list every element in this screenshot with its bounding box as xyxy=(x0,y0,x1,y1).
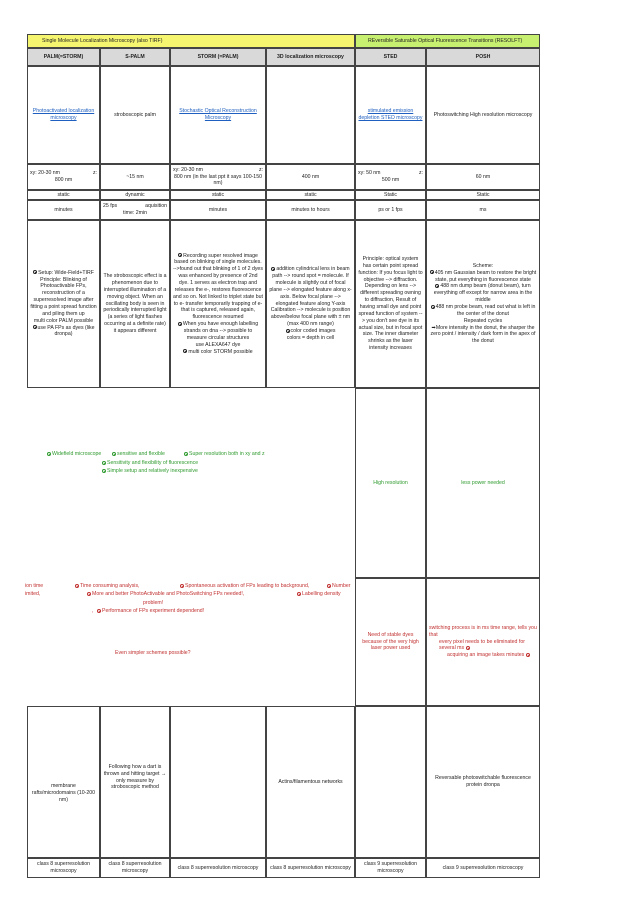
principle-palm-principle: Principle: Blinking of Photoactivable FPs, reconstruction of a superresolved image after fitting a point spread function and piling them up xyxy=(30,276,97,317)
radio-bullet-icon xyxy=(178,322,182,326)
resolft-header xyxy=(355,34,540,48)
time-spalm-time: time: 2min xyxy=(123,210,147,216)
time-spalm-fps: 25 fps xyxy=(103,203,118,210)
class-sted: class 9 superresolution microscopy xyxy=(355,858,426,878)
radio-bullet-icon xyxy=(178,253,182,257)
radio-bullet-icon xyxy=(435,284,439,288)
principle-posh-6: ➡More intensity in the donut, the sharper the zero point / intensity / dark form in the apex of the donut xyxy=(430,324,536,345)
advantage-widefield: Widefield microscope xyxy=(47,451,101,458)
name-sted xyxy=(355,66,426,164)
col-header-spalm: S-PALM xyxy=(100,48,170,66)
advantage-super-resolution: Super resolution both in xy and z xyxy=(184,451,265,458)
principle-palm-dyes: use PA FPs as dyes (like dronpa) xyxy=(30,325,97,339)
app-palm: membrane rafts/microdomains (10-200 nm) xyxy=(27,706,100,858)
name-palm xyxy=(27,66,100,164)
radio-bullet-icon xyxy=(112,452,116,456)
disadvantage-time-fragment: ion time xyxy=(25,583,44,589)
radio-bullet-icon xyxy=(33,325,37,329)
res-storm-z-label: z: xyxy=(258,166,263,173)
principle-sted: Principle: optical system has certain point spread function: If you focus light to objective --> diffraction. Depending on lens --> different spreading owning to diffraction, Result of having small dye and point spread function of system --> you don't see dye in its actual size, but in focal spot size. The inner diameter shrinks as the laser intensity increases xyxy=(355,220,426,388)
principle-posh-4: 488 nm probe beam, read out what is left in the center of the donut xyxy=(429,304,537,318)
disadvantage-posh xyxy=(426,578,540,706)
radio-bullet-icon xyxy=(183,349,187,353)
class-palm: class 8 superresolution microscopy xyxy=(27,858,100,878)
name-spalm: stroboscopic palm xyxy=(100,66,170,164)
time-spalm-acq: aquisition xyxy=(145,203,167,210)
res-palm-z: 800 nm xyxy=(54,177,73,183)
app-sted xyxy=(355,706,426,858)
palm-link[interactable]: Photoactivated localization microscopy xyxy=(32,108,95,121)
principle-palm xyxy=(27,220,100,388)
radio-bullet-icon xyxy=(327,584,331,588)
name-posh: Photoswitching High resolution microscopy xyxy=(426,66,540,164)
app-storm xyxy=(170,706,266,858)
disadvantage-problem: problem! xyxy=(143,600,164,606)
col-header-storm: STORM (=PALM) xyxy=(170,48,266,66)
res-palm-xy: xy: 20-30 nm xyxy=(30,170,60,177)
principle-storm-3: use ALEXA647 dye xyxy=(195,341,241,348)
res-storm xyxy=(170,164,266,190)
advantage-posh: less power needed xyxy=(426,388,540,578)
disadvantage-better-fps: More and better PhotoActivable and PhotoSwitching FPs needed!, xyxy=(87,591,244,598)
principle-palm-setup: Setup: Wide-Field+TIRF xyxy=(33,270,94,277)
disadvantage-limited-fragment: imited, xyxy=(25,591,41,597)
res-palm xyxy=(27,164,100,190)
time-posh: ms xyxy=(426,200,540,220)
mode-3d: static xyxy=(266,190,355,200)
principle-storm xyxy=(170,220,266,388)
res-storm-z: 800 nm (in the last ppt it says 100-150 nm) xyxy=(174,173,262,187)
principle-storm-4: multi color STORM possible xyxy=(183,349,252,356)
principle-storm-2: When you have enough labelling strands on dna --> possible to measure circular structures xyxy=(173,321,263,342)
radio-bullet-icon xyxy=(466,646,470,650)
col-header-palm: PALM(=STORM) xyxy=(27,48,100,66)
principle-posh-1: Scheme: xyxy=(472,262,494,269)
storm-link[interactable]: Stochastic Optical Reconstruction Microscopy xyxy=(179,108,257,121)
radio-bullet-icon xyxy=(184,452,188,456)
res-sted-z-label: z: xyxy=(418,170,423,177)
time-storm: minutes xyxy=(170,200,266,220)
name-3d xyxy=(266,66,355,164)
principle-3d xyxy=(266,220,355,388)
res-posh: 60 nm xyxy=(426,164,540,190)
disadvantage-number: Number xyxy=(327,583,350,590)
smlm-header xyxy=(27,34,355,48)
res-palm-z-label: z: xyxy=(92,170,97,177)
principle-3d-2: Calibration --> molecule is position above/below focal plane with ± nm (max 400 nm range) xyxy=(270,307,351,328)
disadvantage-posh-2: every pixel needs to be eliminated for several ms xyxy=(439,638,525,652)
disadvantage-performance: Performance of FPs experiment dependend! xyxy=(97,608,204,615)
app-3d: Actins/filamentous networks xyxy=(266,706,355,858)
radio-bullet-icon xyxy=(87,592,91,596)
sted-link[interactable]: stimulated emission depletion STED microscopy xyxy=(358,108,423,121)
res-spalm: ~15 nm xyxy=(100,164,170,190)
disadvantage-analysis: Time consuming analysis, xyxy=(75,583,140,590)
principle-spalm: The stroboscopic effect is a phenomenon due to interrupted illumination of a moving object. When an oscillating body is seen in periodically interrupted light (a series of light flashes occurring at a definite rate) it appears different xyxy=(100,220,170,388)
mode-storm: static xyxy=(170,190,266,200)
radio-bullet-icon xyxy=(33,270,37,274)
mode-sted: Static xyxy=(355,190,426,200)
disadvantage-spontaneous: Spontaneous activation of FPs leading to background, xyxy=(180,583,309,590)
radio-bullet-icon xyxy=(75,584,79,588)
radio-bullet-icon xyxy=(431,305,435,309)
time-spalm xyxy=(100,200,170,220)
disadvantage-sted: Need of stable dyes because of the very high laser power used xyxy=(355,578,426,706)
arrow-icon: ➡ xyxy=(431,324,436,331)
res-3d: 400 nm xyxy=(266,164,355,190)
smlm-title: Single Molecule Localization Microscopy (also TIRF) xyxy=(42,37,163,44)
mode-spalm: dynamic xyxy=(100,190,170,200)
app-spalm: Following how a dart is thrown and hitting target → only measure by stroboscopic method xyxy=(100,706,170,858)
principle-palm-multicolor: multi color PALM possible xyxy=(33,317,94,324)
disadvantage-simpler: Even simpler schemes possible? xyxy=(115,650,191,656)
resolft-title: REversible Saturable Optical Fluorescence Transitions (RESOLFT) xyxy=(368,37,523,44)
principle-storm-1: Recording super resolved image based on blinking of single molecules. -->found out that blinking of 1 of 2 dyes was enhanced by presence of 2nd dye. 1 serves as electron trap and releases the e-, restores fluorescence and so on. Not linked to triplet state but to e- transfer temporarily trapping of e- that is captured, released again, fluorescence resumed xyxy=(173,252,263,321)
res-sted-xy: xy: 50 nm xyxy=(358,170,381,177)
principle-3d-3: color coded images xyxy=(286,328,336,335)
res-storm-xy: xy: 20-30 nm xyxy=(173,166,203,173)
radio-bullet-icon xyxy=(286,329,290,333)
class-3d: class 8 superresolution microscopy xyxy=(266,858,355,878)
name-storm xyxy=(170,66,266,164)
col-header-posh: POSH xyxy=(426,48,540,66)
disadvantage-comma: , xyxy=(92,608,94,614)
res-sted-z: 500 nm xyxy=(381,177,400,183)
mode-palm: static xyxy=(27,190,100,200)
disadvantage-labelling: Labelling density xyxy=(297,591,341,598)
principle-3d-1: addition cylindrical lens in beam path --> round spot = molecule. If molecule is slightly out of focal plane --> elongated feature along x-axis. Below focal plane --> elongated feature along Y-axis xyxy=(269,266,352,307)
advantage-simple-setup: Simple setup and relatively inexpensive xyxy=(102,468,198,475)
advantage-sted: High resolution xyxy=(355,388,426,578)
time-3d: minutes to hours xyxy=(266,200,355,220)
radio-bullet-icon xyxy=(97,609,101,613)
principle-posh-2: 405 nm Gaussian beam to restore the bright state, put everything in fluorescence state xyxy=(429,270,537,284)
col-header-3d: 3D localization microscopy xyxy=(266,48,355,66)
radio-bullet-icon xyxy=(430,270,434,274)
radio-bullet-icon xyxy=(102,469,106,473)
advantages-smlm xyxy=(27,388,355,578)
time-palm: minutes xyxy=(27,200,100,220)
res-sted xyxy=(355,164,426,190)
principle-posh-3: 488 nm dump beam (donut beam), turn everything off except for narrow area in the middle xyxy=(433,283,533,304)
principle-posh-5: Repeated cycles xyxy=(463,317,503,324)
time-sted: ps or 1 fps xyxy=(355,200,426,220)
advantage-fluorescence: Sensitivity and flexibility of fluorescence xyxy=(102,460,198,467)
disadvantage-posh-1: switching process is in ms time range, tells you that xyxy=(429,624,537,638)
app-posh: Reversable photoswitchable fluorescence protein dronpa xyxy=(426,706,540,858)
disadvantage-posh-3: acquiring an image takes minutes xyxy=(429,652,531,659)
col-header-sted: STED xyxy=(355,48,426,66)
advantage-sensitive: sensitive and flexible xyxy=(112,451,165,458)
class-spalm: class 8 superresolution microscopy xyxy=(100,858,170,878)
principle-3d-4: colors = depth in cell xyxy=(286,334,335,341)
radio-bullet-icon xyxy=(102,461,106,465)
radio-bullet-icon xyxy=(47,452,51,456)
class-storm: class 8 superresolution microscopy xyxy=(170,858,266,878)
radio-bullet-icon xyxy=(180,584,184,588)
class-posh: class 9 superresolution microscopy xyxy=(426,858,540,878)
radio-bullet-icon xyxy=(297,592,301,596)
mode-posh: Static xyxy=(426,190,540,200)
radio-bullet-icon xyxy=(271,267,275,271)
radio-bullet-icon xyxy=(526,653,530,657)
principle-posh xyxy=(426,220,540,388)
